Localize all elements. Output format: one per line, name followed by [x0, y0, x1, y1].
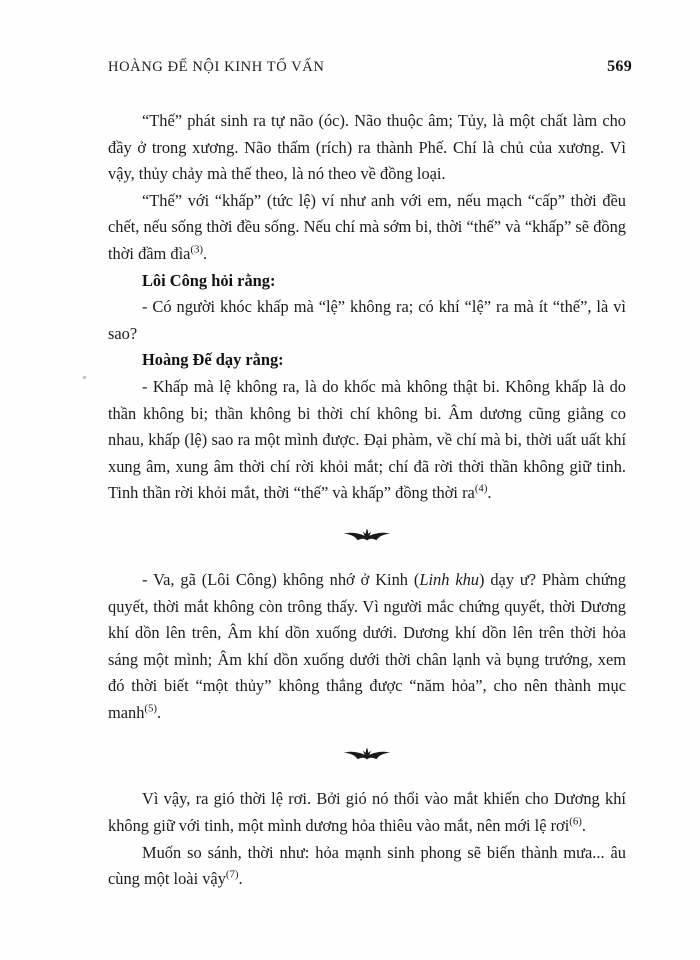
body-paragraph: - Khấp mà lệ không ra, là do khốc mà không thật bi. Không khấp là do thần không bi; thần không bi thời chí không bi. Âm dương cũng giằng co nhau, khấp (lệ) sao ra một mình được. Đại phàm, về chí mà bi, thời uất uất khí xung âm, xung âm thời chí rời khỏi mắt; chí đã rời thời thần không giữ tinh. Tinh thần rời khỏi mắt, thời “thế” và khấp” đồng thời ra$^{(4)}$. [108, 376, 626, 503]
body-paragraph: Muốn so sánh, thời như: hỏa mạnh sinh phong sẽ biến thành mưa... âu cùng một loài vậy$^{(7)}$. [108, 842, 626, 889]
running-header-title: HOÀNG ĐẾ NỘI KINH TỐ VẤN [108, 59, 325, 75]
speaker-heading: Hoàng Đế dạy rằng: [142, 350, 284, 370]
fleuron-ornament [108, 528, 626, 545]
page-number: 569 [607, 58, 632, 75]
body-paragraph: - Va, gã (Lôi Công) không nhớ ở Kinh (Linh khu) dạy ư? Phàm chứng quyết, thời mắt không còn trông thấy. Vì người mắc chứng quyết, thời Dương khí dồn lên trên, Âm khí dồn xuống dưới. Dương khí dồn lên trên thời hỏa sáng một mình; Âm khí dồn xuống dưới thời chân lạnh và bụng trướng, xem đó thời biết “một thủy” không thắng được “năm hỏa”, cho nên thành mục manh$^{(5)}$. [108, 569, 626, 722]
fleuron-ornament [108, 747, 626, 764]
footnote-marker: (7) [225, 868, 239, 881]
footnote-marker: (6) [569, 815, 582, 828]
speaker-heading: Lôi Công hỏi rằng: [142, 270, 276, 290]
scan-speck [83, 376, 86, 379]
body-paragraph: “Thế” phát sinh ra tự não (óc). Não thuộc âm; Tủy, là một chất làm cho đầy ở trong xương. Não thấm (rích) ra thành Phế. Chí là chủ của xương. Vì vậy, thủy chảy mà thế theo, là nó theo về đồng loại. [108, 111, 626, 184]
footnote-marker: (3) [190, 243, 204, 256]
body-paragraph: Vì vậy, ra gió thời lệ rơi. Bởi gió nó thổi vào mắt khiến cho Dương khí không giữ với tinh, một mình dương hỏa thiêu vào mắt, nên mới lệ rơi$^{(6)}$. [108, 789, 626, 836]
body-paragraph: “Thế” với “khấp” (tức lệ) ví như anh với em, nếu mạch “cấp” thời đều chết, nếu sống thời đều sống. Nếu chí mà sớm bi, thời “thế” và “khấp” sẽ đồng thời đầm đìa$^{(3)}$. [108, 190, 626, 263]
footnote-marker: (5) [144, 702, 158, 715]
running-header [108, 58, 632, 82]
footnote-marker: (4) [474, 482, 488, 495]
body-text-block [108, 108, 626, 893]
body-paragraph: - Có người khóc khấp mà “lệ” không ra; có khí “lệ” ra mà ít “thế”, là vì sao? [108, 297, 626, 343]
italic-title: Linh khu [419, 569, 479, 589]
